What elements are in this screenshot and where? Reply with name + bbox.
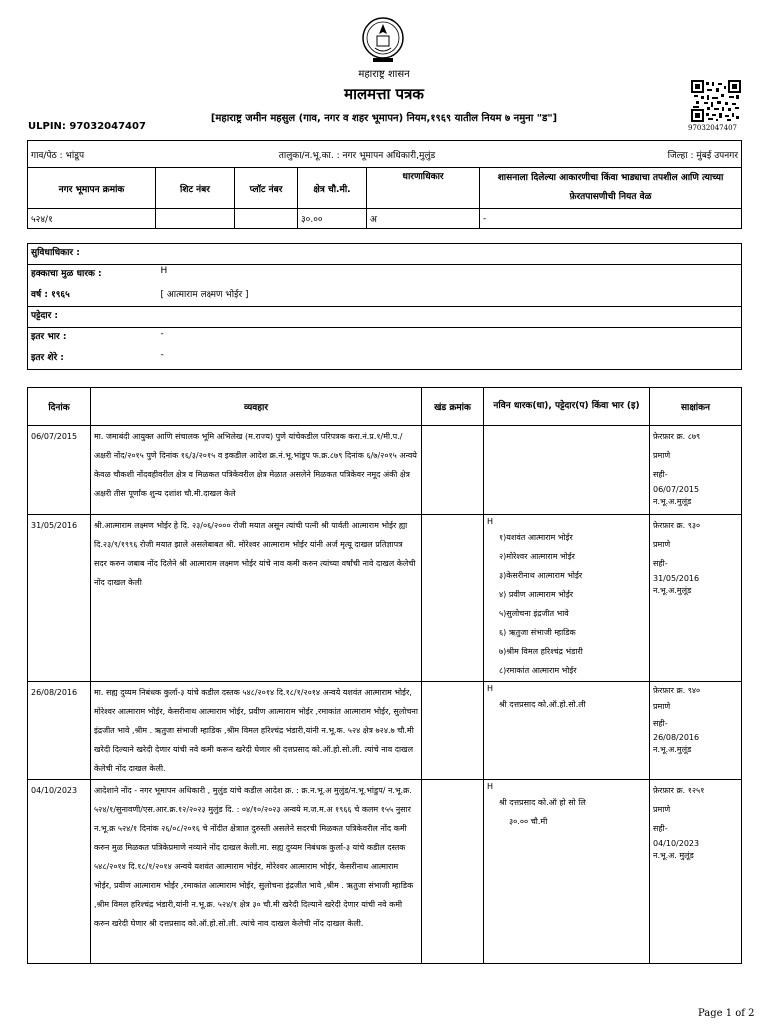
government-label: महाराष्ट्र शासन bbox=[358, 69, 410, 80]
holder-row bbox=[28, 244, 742, 265]
summary-header-row bbox=[28, 168, 742, 209]
holder-name: ८)रमाकांत आत्माराम भोईर bbox=[499, 666, 577, 675]
row-date: 06/07/2015 bbox=[28, 426, 91, 515]
row-attestation bbox=[650, 515, 742, 682]
attest-line: फ़ेरफ़ार क्र. ९३० bbox=[653, 521, 701, 530]
transactions-header-row bbox=[28, 388, 742, 426]
village-field: गाव/पेठ : भांडूप bbox=[28, 141, 235, 168]
header-area: क्षेत्र चौ.मी. bbox=[298, 168, 367, 209]
attest-line: प्रमाणे bbox=[653, 702, 671, 711]
attest-line: 26/08/2016 bbox=[653, 733, 700, 742]
header-tenure: धारणाधिकार bbox=[367, 168, 480, 209]
document-title: मालमत्ता पत्रक bbox=[344, 85, 424, 103]
page-number: Page 1 of 2 bbox=[698, 1008, 755, 1019]
holder-type: H bbox=[487, 517, 494, 526]
holder-name: श्री दत्तप्रसाद को.ऑ.हो.सो.ली bbox=[499, 700, 586, 709]
qr-code-icon bbox=[691, 80, 741, 122]
other-remarks-label: इतर शेरे : bbox=[28, 349, 158, 370]
attest-line: सही- bbox=[653, 470, 668, 479]
header-transaction: व्यवहार bbox=[91, 388, 422, 426]
value-sheet-number bbox=[156, 209, 235, 229]
attest-line: न.भू.अ. मुलूंड bbox=[653, 851, 694, 860]
row-transaction-text: श्री.आत्माराम लक्ष्मण भोईर हे दि. २३/०६/२००० रोजी मयात असून त्यांची पत्नी श्री पार्वती आत्माराम भोईर ह्या दि.२३/९/१९९६ रोजी मयात झाले असलेबाबत श्री. मोरेश्वर आत्माराम भोईर यांनी अर्ज मृत्यू दाखल प्रतिज्ञापत्र सदर करुन जबाब नोंद दिलेने श्री आत्माराम लक्ष्मण भोईर यांचे नाव कमी करुन त्यांच्या वर्षांची नावे दाखल केलेची नोंद दाखल केली bbox=[91, 515, 422, 682]
attest-line: फ़ेरफ़ार क्र. ९४० bbox=[653, 686, 701, 695]
holder-name: ५)सुलोचना इंद्रजीत भावे bbox=[499, 609, 569, 618]
value-tenure: अ bbox=[367, 209, 480, 229]
value-survey-number: ५२४/१ bbox=[28, 209, 156, 229]
attest-line: प्रमाणे bbox=[653, 540, 671, 549]
attest-line: 06/07/2015 bbox=[653, 485, 700, 494]
header-attestation: साक्षांकन bbox=[650, 388, 742, 426]
original-holder-label: हक्काचा मुळ धारक : bbox=[28, 265, 158, 286]
header-volume: खंड क्रमांक bbox=[422, 388, 484, 426]
header-assessment: शासनाला दिलेल्या आकारणीचा किंवा भाड्याचा तपशील आणि त्याच्या फ़ेरतपासणीची नियत वेळ bbox=[480, 168, 742, 209]
district-field: जिल्हा : मुंबई उपनगर bbox=[480, 141, 742, 168]
qr-number: 97032047407 bbox=[688, 124, 737, 132]
summary-value-row bbox=[28, 209, 742, 229]
header-plot-number: प्लॉट नंबर bbox=[235, 168, 298, 209]
value-assessment: - bbox=[480, 209, 742, 229]
maharashtra-seal-icon bbox=[359, 14, 407, 66]
transactions-table bbox=[27, 387, 742, 964]
row-new-holder bbox=[484, 515, 650, 682]
attest-line: न.भू.अ.मुलूंड bbox=[653, 586, 692, 595]
value-plot-number bbox=[235, 209, 298, 229]
attest-line: सही- bbox=[653, 824, 668, 833]
holder-row bbox=[28, 328, 742, 349]
attest-line: 31/05/2016 bbox=[653, 574, 700, 583]
other-remarks-value: - bbox=[158, 349, 742, 370]
row-date: 31/05/2016 bbox=[28, 515, 91, 682]
row-transaction-text: आदेशाने नोंद - नगर भूमापन अधिकारी , मुलुंड यांचे कडील आदेश क्र. : क्र.न.भू.अ मुलुंड/न.भू.भांडुप/ न.भू.क्र. ५२४/१/सुनावणी/एस.आर.क्र.१२/२०२३ मुलुंड दि. : ०४/१०/२०२३ अन्वये म.ज.म.अ १९६६ चे कलम १५५ नुसार न.भू.क्र ५२४/१ दिनांक २६/०८/२०१६ चे नोंदीत क्षेत्राात दुरुस्ती असलेने सदरची मिळकत पत्रिकेवरील नोंद कमी करुन मुळ मिळकत पत्रिकेप्रमाणे नव्याने नोंद दाखल केली.मा. सह्य दुय्यम निबंधक कुर्ला-३ यांचे कडील दस्तक ५४८/२०१४ दि.१८/१/२०१४ अन्वये यशवंत आत्माराम भोईर, मोरेश्वर आत्माराम भोईर, केसरीनाथ आत्माराम भोईर, प्रवीण आत्माराम भोईर ,रमाकांत आत्माराम भोईर, सुलोचना इंद्रजीत भावे ,श्रीम . ऋतुजा संभाजी म्हाडिक ,श्रीम विमल हरिश्चंद्र भंडारी,यांनी न.भू.क्र. ५२४/१ क्षेत्र ३० चौ.मी खरेदी दिल्याने खरेदी देणार यांची नवे कमी करुन खरेदी घेणार श्री दत्तप्रसाद को.ऑ.हो.सो.ली. त्यांचे नाव दाखल केलेची नोंद दाखल केली. bbox=[91, 780, 422, 964]
header-date: दिनांक bbox=[28, 388, 91, 426]
original-holder-value: H bbox=[158, 265, 742, 286]
row-new-holder bbox=[484, 780, 650, 964]
holder-name: ४) प्रवीण आत्माराम भोईर bbox=[499, 590, 574, 599]
holder-name: श्री दत्तप्रसाद को.ऑ हो सो लि bbox=[499, 798, 586, 807]
holder-name: ७)श्रीम विमल हरिश्चंद्र भंडारी bbox=[499, 647, 583, 656]
holder-name: [ आत्माराम लक्ष्मण भोईर ] bbox=[158, 286, 742, 307]
holder-row bbox=[28, 307, 742, 328]
location-row bbox=[28, 141, 742, 168]
holder-row bbox=[28, 265, 742, 286]
other-charges-value: - bbox=[158, 328, 742, 349]
row-attestation bbox=[650, 682, 742, 780]
holder-area: ३०.०० चौ.मी bbox=[509, 817, 548, 826]
row-volume bbox=[422, 426, 484, 515]
value-area: ३०.०० bbox=[298, 209, 367, 229]
row-transaction-text: मा. जमाबंदी आयुक्त आणि संचालक भूमि अभिलेख (म.राज्य) पुणे यांचेकडील परिपत्रक करा.नं.प्र.१/मी.प./अक्षरी नोंद/२०१५ पुणे दिनांक १६/३/२०१५ व इकडील आदेश क्र.नं.भू.भांडूप फ.क्र.८७९ दिनांक ६/७/२०१५ अन्वये केवळ चौकशी नोंदवहीवरील क्षेत्र व मिळकत पत्रिकेवरील क्षेत्र मेळात असलेने मिळकत पत्रिकेवर नमूद अंकी क्षेत्र अक्षरी तीस पूर्णांक शुन्य दशांश चौ.मी.दाखल केले bbox=[91, 426, 422, 515]
attest-line: सही- bbox=[653, 719, 668, 728]
table-row bbox=[28, 426, 742, 515]
row-attestation bbox=[650, 780, 742, 964]
holder-name: २)मोरेश्वर आत्माराम भोईर bbox=[499, 552, 575, 561]
attest-line: न.भू.अ.मुलूंड bbox=[653, 745, 692, 754]
attest-line: प्रमाणे bbox=[653, 805, 671, 814]
row-new-holder bbox=[484, 682, 650, 780]
property-summary-table bbox=[27, 140, 742, 229]
holder-name: ६) ऋतुजा संभाजी म्हाडिक bbox=[499, 628, 576, 637]
attest-line: प्रमाणे bbox=[653, 451, 671, 460]
table-row bbox=[28, 682, 742, 780]
row-volume bbox=[422, 780, 484, 964]
attest-line: फ़ेरफ़ार क्र. ८७९ bbox=[653, 432, 701, 441]
holder-name: ३)केसरीनाथ आत्माराम भोईर bbox=[499, 571, 583, 580]
header-sheet-number: शिट नंबर bbox=[156, 168, 235, 209]
row-new-holder bbox=[484, 426, 650, 515]
header-new-holder: नविन धारक(धा), पट्टेदार(प) किंवा भार (इ) bbox=[484, 388, 650, 426]
attest-line: 04/10/2023 bbox=[653, 839, 700, 848]
table-row bbox=[28, 515, 742, 682]
row-date: 04/10/2023 bbox=[28, 780, 91, 964]
year-label: वर्ष : १९६५ bbox=[28, 286, 158, 307]
other-charges-label: इतर भार : bbox=[28, 328, 158, 349]
rule-reference: [महाराष्ट्र जमीन महसुल (गाव, नगर व शहर भूमापन) नियम,१९६९ यातील नियम ७ नमुना "ड"] bbox=[210, 113, 558, 124]
attest-line: फ़ेरफ़ार क्र. १२५१ bbox=[653, 786, 705, 795]
row-volume bbox=[422, 682, 484, 780]
easement-label: सुविधाधिकार : bbox=[28, 244, 742, 265]
ulpin: ULPIN: 97032047407 bbox=[28, 121, 146, 132]
row-volume bbox=[422, 515, 484, 682]
holder-type: H bbox=[487, 782, 494, 791]
row-date: 26/08/2016 bbox=[28, 682, 91, 780]
header-survey-number: नगर भूमापन क्रमांक bbox=[28, 168, 156, 209]
holders-table bbox=[27, 243, 742, 370]
holder-row bbox=[28, 349, 742, 370]
holder-name: १)यशवंत आत्माराम भोईर bbox=[499, 533, 573, 542]
holder-row bbox=[28, 286, 742, 307]
attest-line: न.भू.अ.मुलूंड bbox=[653, 497, 692, 506]
holder-type: H bbox=[487, 684, 494, 693]
row-attestation bbox=[650, 426, 742, 515]
row-transaction-text: मा. सह्य दुय्यम निबंधक कुर्ला-३ यांचे कडील दस्तक ५४८/२०१४ दि.१८/१/२०१४ अन्वये यशवंत आत्माराम भोईर, मोरेश्वर आत्माराम भोईर, केसरीनाथ आत्माराम भोईर, प्रवीण आत्माराम भोईर ,रमाकांत आत्माराम भोईर, सुलोचना इंद्रजीत भावे ,श्रीम . ऋतुजा संभाजी म्हाडिक ,श्रीम विमल हरिश्चंद्र भंडारी,यांनी न.भू.क. ५२४ क्षेत्र ७२४.७ चौ.मी खरेदी दिल्याने खरेदी देणार यांची नवे कमी करून खरेदी घेणार श्री दत्तप्रसाद को.ऑ.हो.सो.ली. त्यांचे नाव दाखल केलेची नोंद दाखल केली. bbox=[91, 682, 422, 780]
table-row bbox=[28, 780, 742, 964]
attest-line: सही- bbox=[653, 559, 668, 568]
lessee-label: पट्टेदार : bbox=[28, 307, 742, 328]
taluka-field: तालुका/न.भू.का. : नगर भूमापन अधिकारी,मुलुंड bbox=[235, 141, 480, 168]
